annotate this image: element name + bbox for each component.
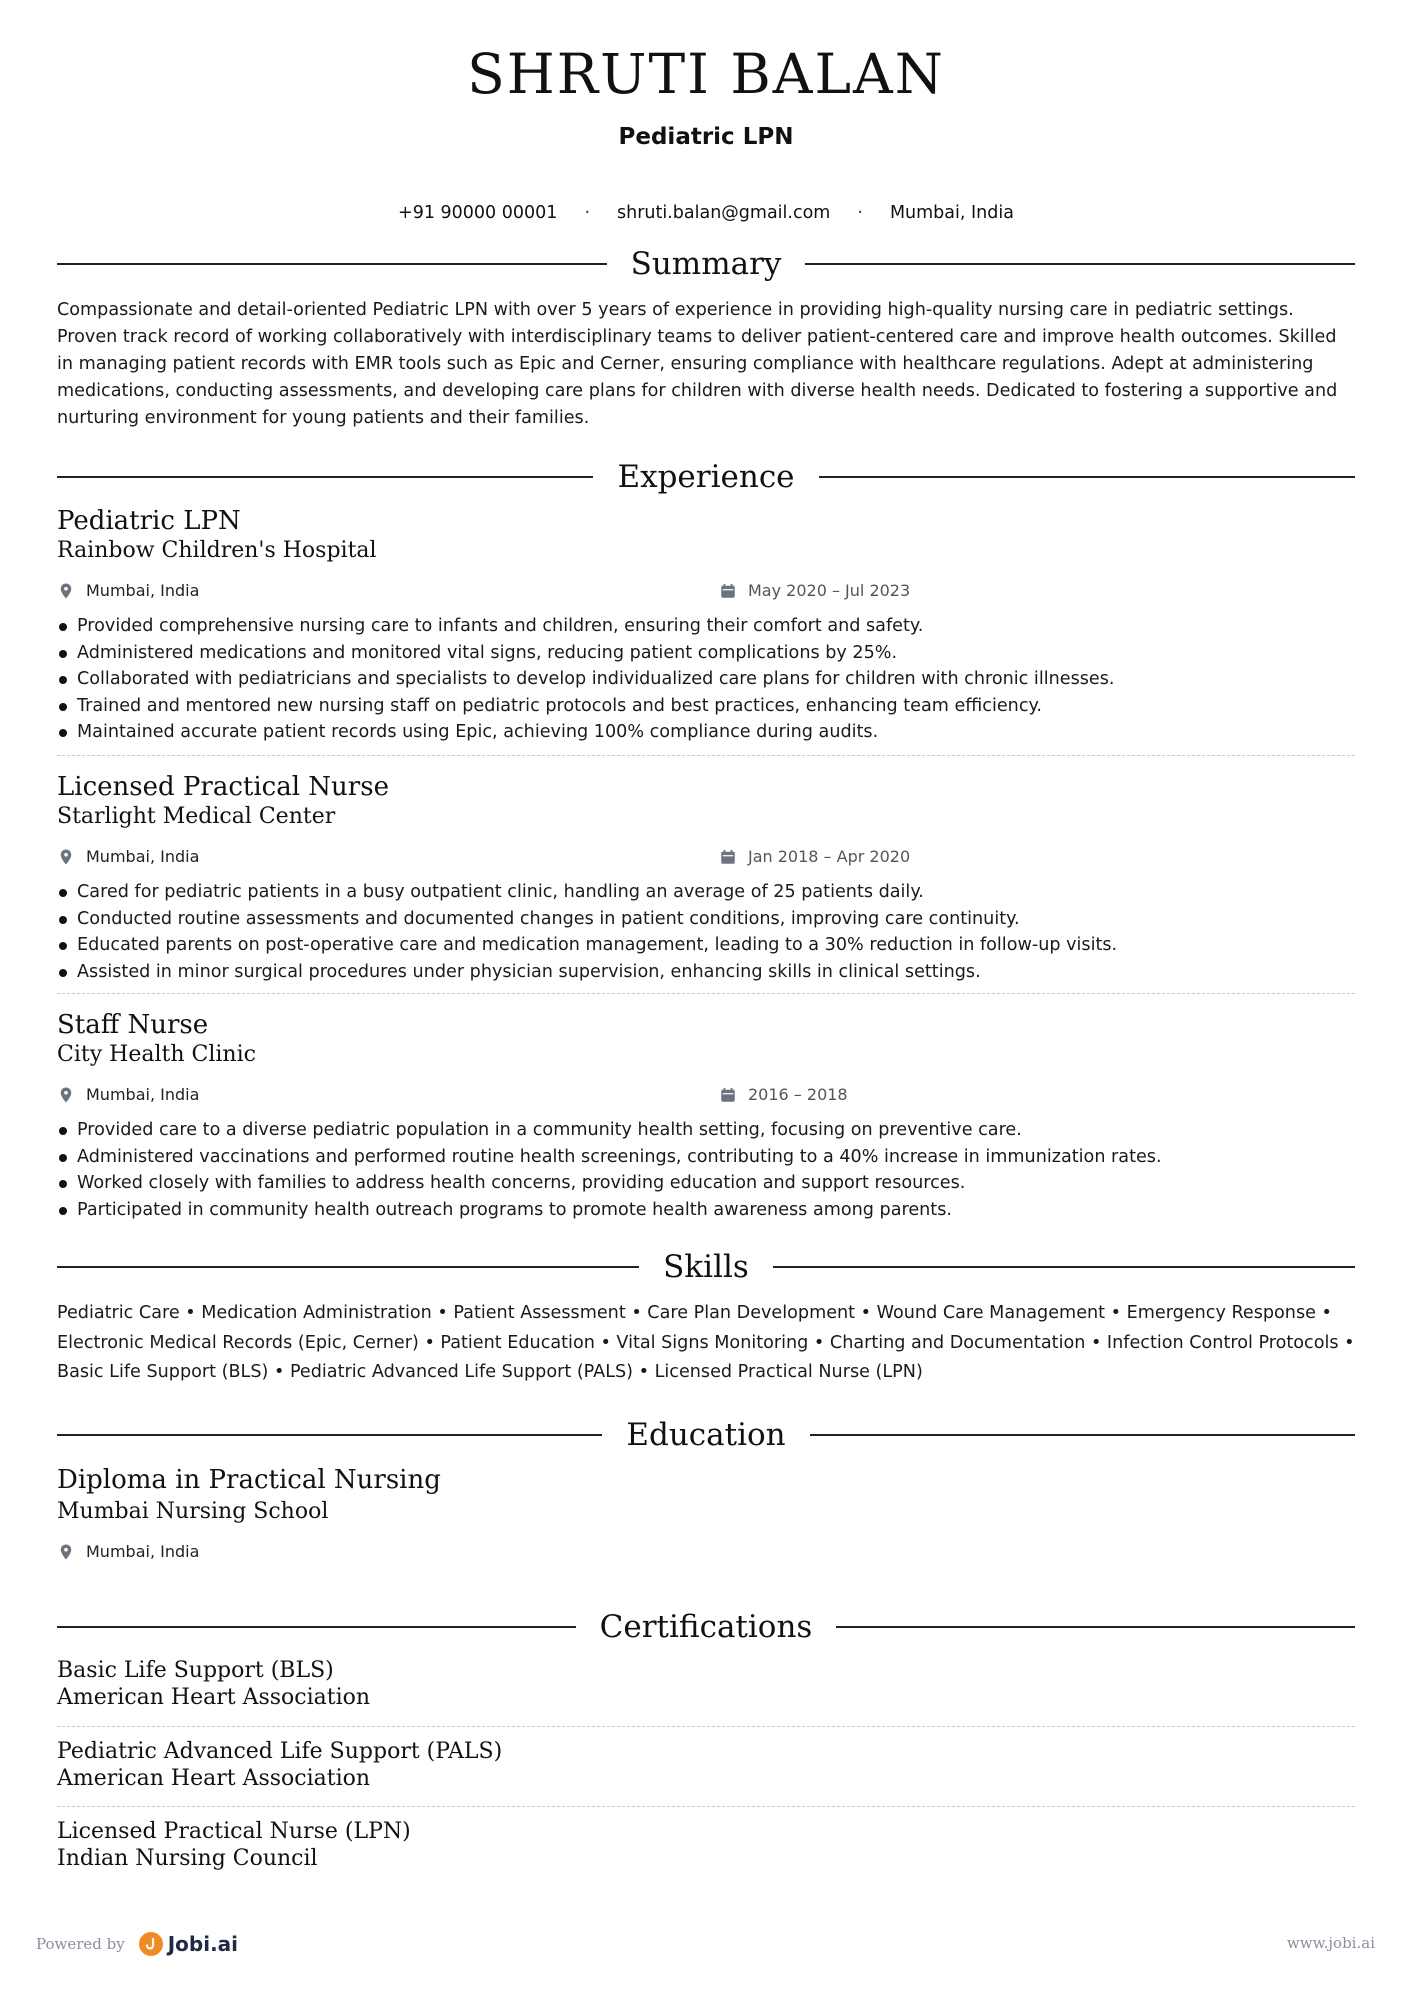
location-label: Mumbai, India	[86, 1542, 200, 1561]
contact-separator: ·	[584, 203, 591, 223]
item-divider	[57, 993, 1355, 994]
education-location	[57, 1542, 199, 1561]
heading-rule	[57, 476, 593, 478]
heading-rule	[819, 476, 1355, 478]
experience-item	[57, 771, 1355, 985]
jobi-logo[interactable]	[139, 1932, 238, 1956]
job-dates	[719, 581, 910, 600]
summary-heading	[57, 244, 1355, 284]
certification-issuer: American Heart Association	[57, 1685, 371, 1710]
date-label: Jan 2018 – Apr 2020	[748, 847, 911, 866]
heading-rule	[57, 263, 607, 265]
date-label: May 2020 – Jul 2023	[748, 581, 911, 600]
certification-name: Pediatric Advanced Life Support (PALS)	[57, 1739, 503, 1764]
heading-rule	[57, 1626, 576, 1628]
job-location	[57, 1085, 199, 1104]
job-bullets	[57, 1117, 1355, 1223]
education-meta	[57, 1542, 1355, 1566]
summary-text: Compassionate and detail-oriented Pediatric LPN with over 5 years of experience in providing high-quality nursing care in pediatric settings. Proven track record of working collaboratively with interdisciplinary teams to deliver patient-centered care and improve health outcomes. Skilled in managing patient records with EMR tools such as Epic and Cerner, ensuring compliance with healthcare regulations. Adept at administering medications, conducting assessments, and developing care plans for children with diverse health needs. Dedicated to fostering a supportive and nurturing environment for young patients and their families.	[57, 300, 1338, 428]
list-item: Provided comprehensive nursing care to infants and children, ensuring their comfort and safety.	[57, 613, 1355, 640]
heading-rule	[836, 1626, 1355, 1628]
job-organization: City Health Clinic	[57, 1042, 256, 1067]
job-organization: Starlight Medical Center	[57, 804, 336, 829]
school-name: Mumbai Nursing School	[57, 1499, 329, 1524]
job-bullets	[57, 879, 1355, 985]
calendar-icon	[719, 1086, 737, 1104]
candidate-name: SHRUTI BALAN	[467, 42, 945, 106]
location-label: Mumbai, India	[86, 847, 200, 866]
heading-rule	[57, 1266, 639, 1268]
experience-heading	[57, 457, 1355, 497]
item-divider	[57, 1726, 1355, 1727]
email-text: shruti.balan@gmail.com	[617, 203, 831, 223]
degree-title: Diploma in Practical Nursing	[57, 1465, 441, 1495]
heading-rule	[773, 1266, 1355, 1268]
job-meta	[57, 1085, 1355, 1109]
item-divider	[57, 1806, 1355, 1807]
experience-item	[57, 1009, 1355, 1223]
education-heading	[57, 1415, 1355, 1455]
list-item: Cared for pediatric patients in a busy outpatient clinic, handling an average of 25 patients daily.	[57, 879, 1355, 906]
jobi-logo-icon	[139, 1932, 163, 1956]
job-title: Pediatric LPN	[57, 506, 241, 536]
certification-issuer: Indian Nursing Council	[57, 1846, 318, 1871]
list-item: Participated in community health outreach programs to promote health awareness among parents.	[57, 1197, 1355, 1224]
list-item: Conducted routine assessments and documented changes in patient conditions, improving care continuity.	[57, 906, 1355, 933]
location-label: Mumbai, India	[86, 581, 200, 600]
job-meta	[57, 581, 1355, 605]
location-label: Mumbai, India	[86, 1085, 200, 1104]
contact-line	[57, 203, 1355, 223]
skills-list: Pediatric Care • Medication Administration • Patient Assessment • Care Plan Development • Wound Care Management • Emergency Response • Electronic Medical Records (Epic, Cerner) • Patient Education • Vital Signs Monitoring • Charting and Documentation • Infection Control Protocols • Basic Life Support (BLS) • Pediatric Advanced Life Support (PALS) • Licensed Practical Nurse (LPN)	[57, 1303, 1355, 1382]
heading-rule	[810, 1434, 1355, 1436]
job-title: Licensed Practical Nurse	[57, 772, 389, 802]
candidate-role: Pediatric LPN	[618, 124, 794, 150]
calendar-icon	[719, 848, 737, 866]
map-pin-icon	[57, 1543, 75, 1561]
section-title: Summary	[630, 246, 782, 282]
certification-name: Basic Life Support (BLS)	[57, 1658, 334, 1683]
heading-rule	[57, 1434, 602, 1436]
job-bullets	[57, 613, 1355, 746]
certification-name: Licensed Practical Nurse (LPN)	[57, 1819, 411, 1844]
job-dates	[719, 847, 910, 866]
certifications-heading	[57, 1607, 1355, 1647]
certification-issuer: American Heart Association	[57, 1766, 371, 1791]
map-pin-icon	[57, 582, 75, 600]
map-pin-icon	[57, 1086, 75, 1104]
list-item: Assisted in minor surgical procedures under physician supervision, enhancing skills in clinical settings.	[57, 959, 1355, 986]
section-title: Experience	[617, 459, 795, 495]
job-location	[57, 581, 199, 600]
job-location	[57, 847, 199, 866]
list-item: Trained and mentored new nursing staff on pediatric protocols and best practices, enhancing team efficiency.	[57, 693, 1355, 720]
list-item: Worked closely with families to address health concerns, providing education and support resources.	[57, 1170, 1355, 1197]
site-link[interactable]: www.jobi.ai	[1286, 1934, 1375, 1952]
item-divider	[57, 755, 1355, 756]
phone-text: +91 90000 00001	[398, 203, 558, 223]
skills-heading	[57, 1247, 1355, 1287]
job-title: Staff Nurse	[57, 1010, 209, 1040]
job-meta	[57, 847, 1355, 871]
list-item: Maintained accurate patient records using Epic, achieving 100% compliance during audits.	[57, 719, 1355, 746]
list-item: Collaborated with pediatricians and specialists to develop individualized care plans for children with chronic illnesses.	[57, 666, 1355, 693]
job-organization: Rainbow Children's Hospital	[57, 538, 377, 563]
list-item: Educated parents on post-operative care and medication management, leading to a 30% reduction in follow-up visits.	[57, 932, 1355, 959]
map-pin-icon	[57, 848, 75, 866]
jobi-brand-text: Jobi.ai	[167, 1932, 239, 1956]
list-item: Administered vaccinations and performed routine health screenings, contributing to a 40% increase in immunization rates.	[57, 1144, 1355, 1171]
certification-item	[57, 1657, 1355, 1711]
heading-rule	[805, 263, 1355, 265]
powered-by-label: Powered by	[36, 1935, 125, 1953]
certification-item	[57, 1738, 1355, 1792]
list-item: Provided care to a diverse pediatric population in a community health setting, focusing on preventive care.	[57, 1117, 1355, 1144]
location-text: Mumbai, India	[889, 203, 1014, 223]
experience-item	[57, 505, 1355, 746]
contact-separator: ·	[857, 203, 863, 223]
job-dates	[719, 1085, 848, 1104]
education-item	[57, 1464, 1355, 1566]
section-title: Certifications	[599, 1609, 813, 1645]
section-title: Skills	[663, 1249, 749, 1285]
calendar-icon	[719, 582, 737, 600]
date-label: 2016 – 2018	[748, 1085, 848, 1104]
powered-by	[36, 1932, 238, 1956]
list-item: Administered medications and monitored vital signs, reducing patient complications by 25%.	[57, 640, 1355, 667]
certification-item	[57, 1818, 1355, 1872]
section-title: Education	[626, 1417, 786, 1453]
